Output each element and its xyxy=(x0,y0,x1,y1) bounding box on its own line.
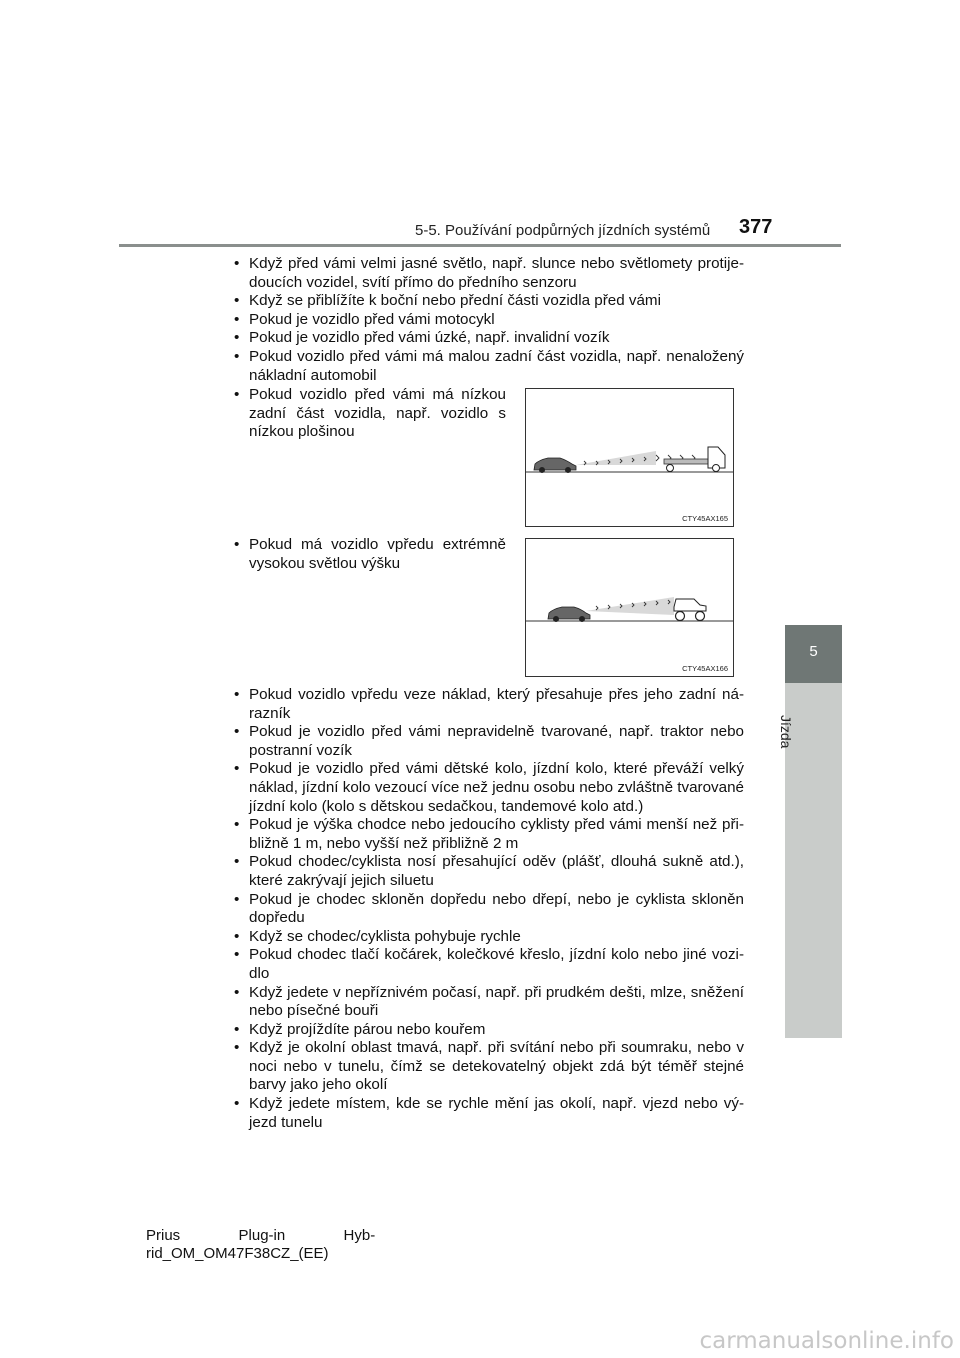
list-item: • Pokud chodec tlačí kočárek, kolečkové křeslo, jízdní kolo nebo jiné vozidlo xyxy=(234,946,744,983)
section-title: 5-5. Používání podpůrných jízdních systémů xyxy=(415,222,711,239)
figure-low-platform xyxy=(525,388,734,527)
list-item: • Pokud je vozidlo před vámi úzké, např. invalidní vozík xyxy=(234,329,744,348)
list-item: • Pokud vozidlo před vámi má malou zadní část vozidla, např. nenaložený nákladní automobil xyxy=(234,348,744,385)
watermark: carmanualsonline.info xyxy=(699,1328,954,1354)
list-item: • Pokud je vozidlo před vámi motocykl xyxy=(234,311,744,330)
list-item: • Když se přiblížíte k boční nebo přední části vozidla před vámi xyxy=(234,292,744,311)
figure-code: CTY45AX165 xyxy=(682,514,728,523)
list-item: • Když jedete v nepříznivém počasí, např. při prudkém dešti, mlze, sněžení nebo písečné bouři xyxy=(234,984,744,1021)
chapter-tab xyxy=(785,625,842,683)
conditions-list-top xyxy=(234,255,744,385)
page-number: 377 xyxy=(739,216,773,238)
list-item: • Když před vámi velmi jasné světlo, např. slunce nebo světlomety protijedoucích vozidel, svítí přímo do předního senzoru xyxy=(234,255,744,292)
list-item: • Pokud vozidlo před vámi má nízkou zadní část vozidla, např. vozidlo s nízkou plošinou xyxy=(234,386,506,442)
list-item: • Pokud je výška chodce nebo jedoucího cyklisty před vámi menší než přibližně 1 m, nebo vyšší než přibližně 2 m xyxy=(234,816,744,853)
list-item: • Pokud má vozidlo vpředu extrémně vysokou světlou výšku xyxy=(234,536,506,573)
list-item: • Když jedete místem, kde se rychle mění jas okolí, např. vjezd nebo výjezd tunelu xyxy=(234,1095,744,1132)
list-item: • Když je okolní oblast tmavá, např. při svítání nebo při soumraku, nebo v noci nebo v tunelu, čímž se detekovatelný objekt zdá být téměř stejné barvy jako jeho okolí xyxy=(234,1039,744,1095)
footer-model-line-2: rid_OM_OM47F38CZ_(EE) xyxy=(146,1245,329,1262)
list-item: • Pokud je vozidlo před vámi dětské kolo, jízdní kolo, které převáží velký náklad, jízdní kolo vezoucí více než jednu osobu nebo zvláštně tvarované jízdní kolo (kolo s dětskou sedačkou, tandemové kolo atd.) xyxy=(234,760,744,816)
chapter-number: 5 xyxy=(809,643,818,660)
chapter-label: Jízda xyxy=(778,715,794,749)
conditions-list-bottom xyxy=(234,686,744,1132)
list-item: • Pokud je vozidlo před vámi nepravidelně tvarované, např. traktor nebo postranní vozík xyxy=(234,723,744,760)
list-item: • Pokud chodec/cyklista nosí přesahující oděv (plášť, dlouhá sukně atd.), které zakrývají jejich siluetu xyxy=(234,853,744,890)
list-item: • Když se chodec/cyklista pohybuje rychle xyxy=(234,928,744,947)
footer-model-line-1: Prius Plug-in Hyb- xyxy=(146,1227,376,1244)
figure-code: CTY45AX166 xyxy=(682,664,728,673)
figure-caption-list-2 xyxy=(234,536,506,573)
list-item: • Pokud je chodec skloněn dopředu nebo dřepí, nebo je cyklista skloněn dopředu xyxy=(234,891,744,928)
figure-caption-list-1 xyxy=(234,386,506,442)
list-item: • Když projíždíte párou nebo kouřem xyxy=(234,1021,744,1040)
sedan-and-low-platform-truck-illustration xyxy=(526,389,733,526)
sedan-and-high-clearance-vehicle-illustration xyxy=(526,539,733,676)
header-divider xyxy=(119,244,841,247)
list-item: • Pokud vozidlo vpředu veze náklad, který přesahuje přes jeho zadní nárazník xyxy=(234,686,744,723)
figure-high-clearance xyxy=(525,538,734,677)
